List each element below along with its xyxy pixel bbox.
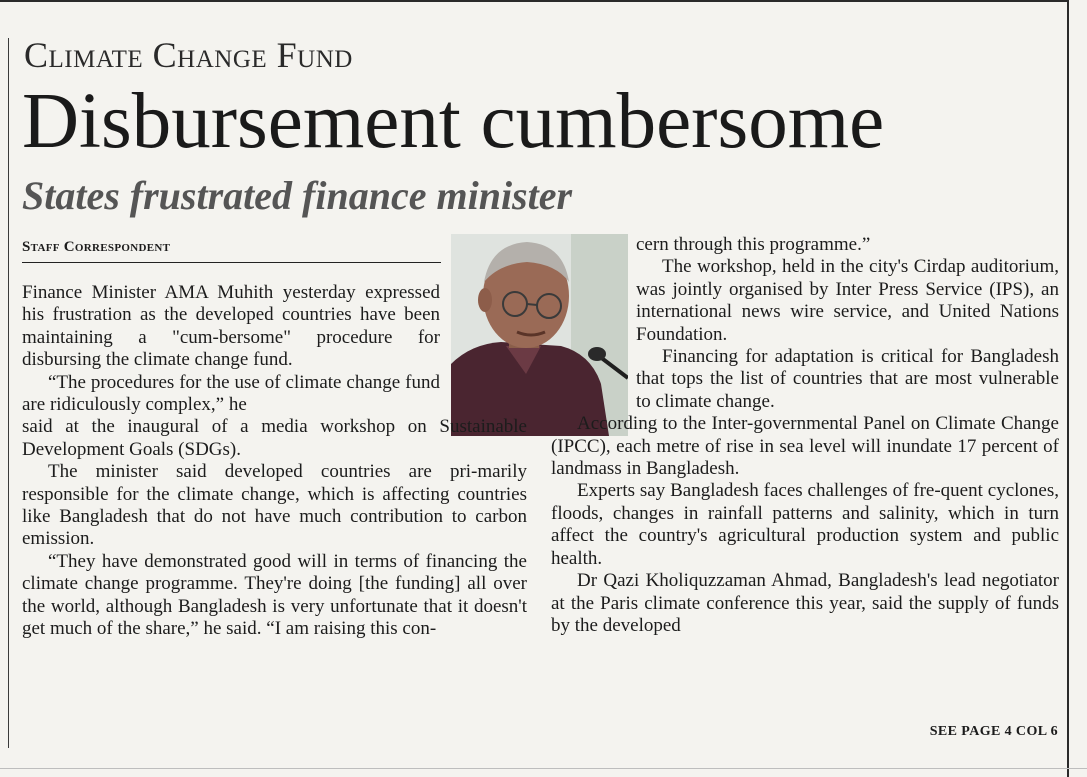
byline: Staff Correspondent [22, 239, 441, 263]
bottom-border-rule [0, 768, 1087, 769]
subheadline: States frustrated finance minister [22, 173, 573, 218]
left-border-rule [8, 38, 9, 748]
paragraph-3: The minister said developed countries are pri-marily responsible for the climate change, which is affecting countries like Bangladesh that do not have much contribution to carbon emission. [22, 461, 527, 550]
paragraph-7: Financing for adaptation is critical for Bangladesh that tops the list of countries that are most vulnerable to climate change. [636, 346, 1059, 412]
section-kicker: Climate Change Fund [24, 35, 353, 75]
top-border-rule [0, 0, 1067, 2]
headline: Disbursement cumbersome [22, 78, 885, 165]
paragraph-8: According to the Inter-governmental Panel on Climate Change (IPCC), each metre of rise in sea level will inundate 17 percent of landmass in Bangladesh. [551, 413, 1059, 480]
paragraph-4: “They have demonstrated good will in terms of financing the climate change programme. They're doing [the funding] all over the world, although Bangladesh is very unfortunate that it doesn't get much of the share,” he said. “I am raising this con- [22, 550, 527, 640]
paragraph-6: The workshop, held in the city's Cirdap auditorium, was jointly organised by Inter Press Service (IPS), an international news wire service, and United Nations Foundation. [636, 256, 1059, 345]
article-column-2 [551, 234, 1059, 637]
paragraph-9: Experts say Bangladesh faces challenges of fre-quent cyclones, floods, changes in rainfall patterns and salinity, which in turn affect the country's agricultural production system and public health. [551, 480, 1059, 569]
paragraph-10: Dr Qazi Kholiquzzaman Ahmad, Bangladesh's lead negotiator at the Paris climate conference this year, said the supply of funds by the developed [551, 570, 1059, 636]
paragraph-2a: “The procedures for the use of climate change fund are ridiculously complex,” he [22, 371, 440, 416]
article-column-1 [22, 282, 527, 641]
continuation-jump-line: SEE PAGE 4 COL 6 [929, 724, 1058, 739]
right-border-rule [1067, 0, 1069, 777]
paragraph-2b: said at the inaugural of a media workshop on Sustainable Development Goals (SDGs). [22, 416, 527, 460]
paragraph-5: cern through this programme.” [636, 234, 871, 255]
paragraph-1: Finance Minister AMA Muhith yesterday expressed his frustration as the developed countries have been maintaining a "cum-bersome" procedure for disbursing the climate change fund. [22, 282, 440, 371]
